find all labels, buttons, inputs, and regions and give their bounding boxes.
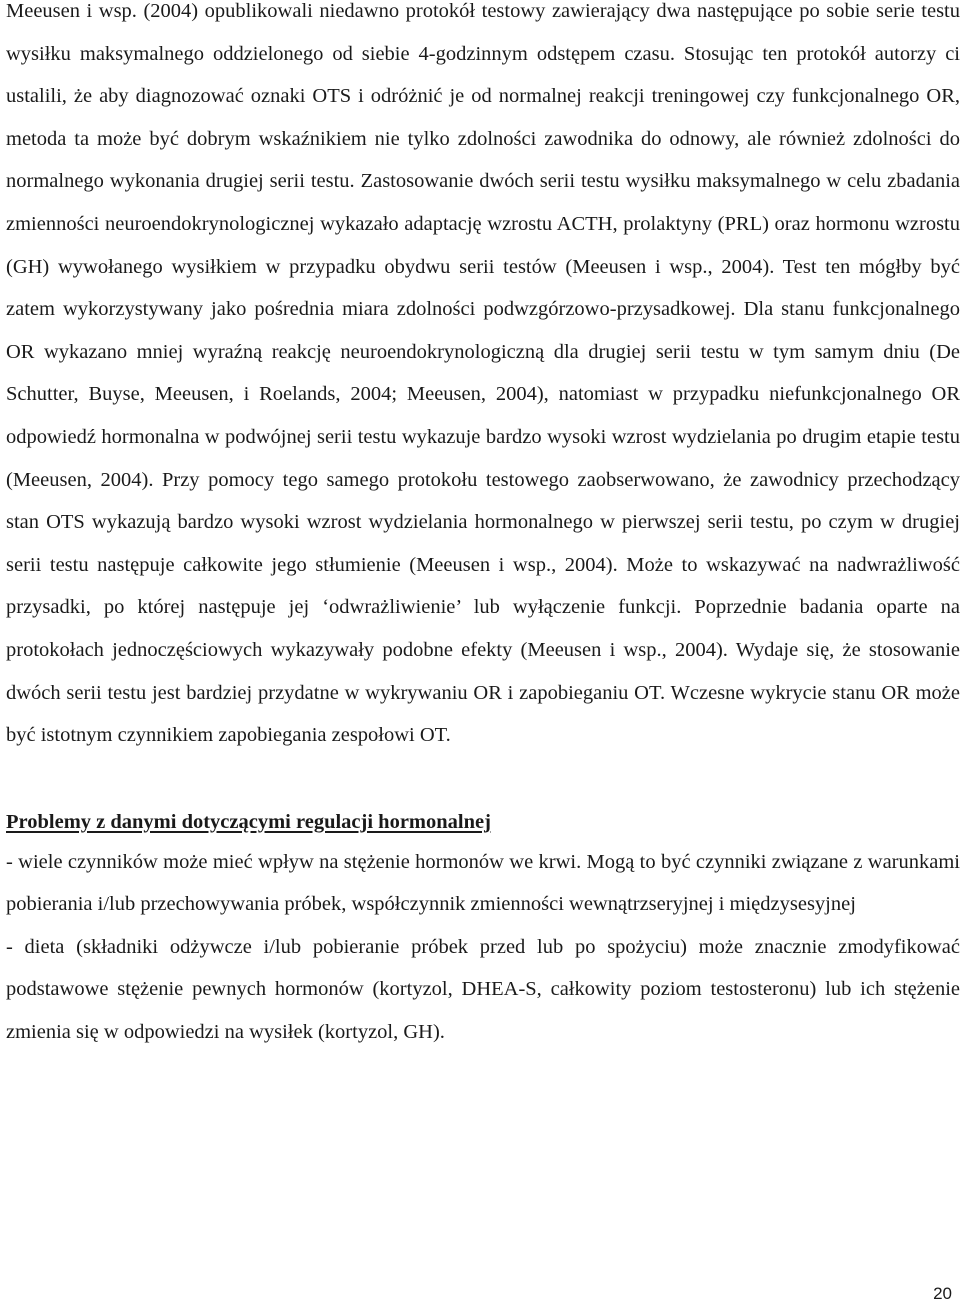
page-number: 20 bbox=[933, 1284, 952, 1303]
document-page bbox=[6, 0, 960, 1054]
bullet-item: - dieta (składniki odżywcze i/lub pobieranie próbek przed lub po spożyciu) może znacznie zmodyfikować podstawowe stężenie pewnych hormonów (kortyzol, DHEA-S, całkowity poziom testosteronu) lub ich stężenie zmienia się w odpowiedzi na wysiłek (kortyzol, GH). bbox=[6, 935, 960, 1044]
bullet-item: - wiele czynników może mieć wpływ na stężenie hormonów we krwi. Mogą to być czynniki związane z warunkami pobierania i/lub przechowywania próbek, współczynnik zmienności wewnątrzseryjnej i międzysesyjnej bbox=[6, 850, 960, 916]
section-hormonal-regulation bbox=[6, 803, 960, 1054]
body-paragraph: Meeusen i wsp. (2004) opublikowali niedawno protokół testowy zawierający dwa następujące po sobie serie testu wysiłku maksymalnego oddzielonego od siebie 4-godzinnym odstępem czasu. Stosując ten protokół autorzy ci ustalili, że aby diagnozować oznaki OTS i odróżnić je od normalnej reakcji treningowej czy funkcjonalnego OR, metoda ta może być dobrym wskaźnikiem nie tylko zdolności zawodnika do odnowy, ale również zdolności do normalnego wykonania drugiej serii testu. Zastosowanie dwóch serii testu wysiłku maksymalnego w celu zbadania zmienności neuroendokrynologicznej wykazało adaptację wzrostu ACTH, prolaktyny (PRL) oraz hormonu wzrostu (GH) wywołanego wysiłkiem w przypadku obydwu serii testów (Meeusen i wsp., 2004). Test ten mógłby być zatem wykorzystywany jako pośrednia miara zdolności podwzgórzowo-przysadkowej. Dla stanu funkcjonalnego OR wykazano mniej wyraźną reakcję neuroendokrynologiczną dla drugiej serii testu w tym samym dniu (De Schutter, Buyse, Meeusen, i Roelands, 2004; Meeusen, 2004), natomiast w przypadku niefunkcjonalnego OR odpowiedź hormonalna w podwójnej serii testu wykazuje bardzo wysoki wzrost wydzielania po drugim etapie testu (Meeusen, 2004). Przy pomocy tego samego protokołu testowego zaobserwowano, że zawodnicy przechodzący stan OTS wykazują bardzo wysoki wzrost wydzielania hormonalnego w pierwszej serii testu, po czym w drugiej serii testu następuje całkowite jego stłumienie (Meeusen i wsp., 2004). Może to wskazywać na nadwrażliwość przysadki, po której następuje jej ‘odwrażliwienie’ lub wyłączenie funkcji. Poprzednie badania oparte na protokołach jednoczęściowych wykazywały podobne efekty (Meeusen i wsp., 2004). Wydaje się, że stosowanie dwóch serii testu jest bardziej przydatne w wykrywaniu OR i zapobieganiu OT. Wczesne wykrycie stanu OR może być istotnym czynnikiem zapobiegania zespołowi OT. bbox=[6, 0, 960, 747]
section-heading: Problemy z danymi dotyczącymi regulacji hormonalnej bbox=[6, 810, 491, 833]
